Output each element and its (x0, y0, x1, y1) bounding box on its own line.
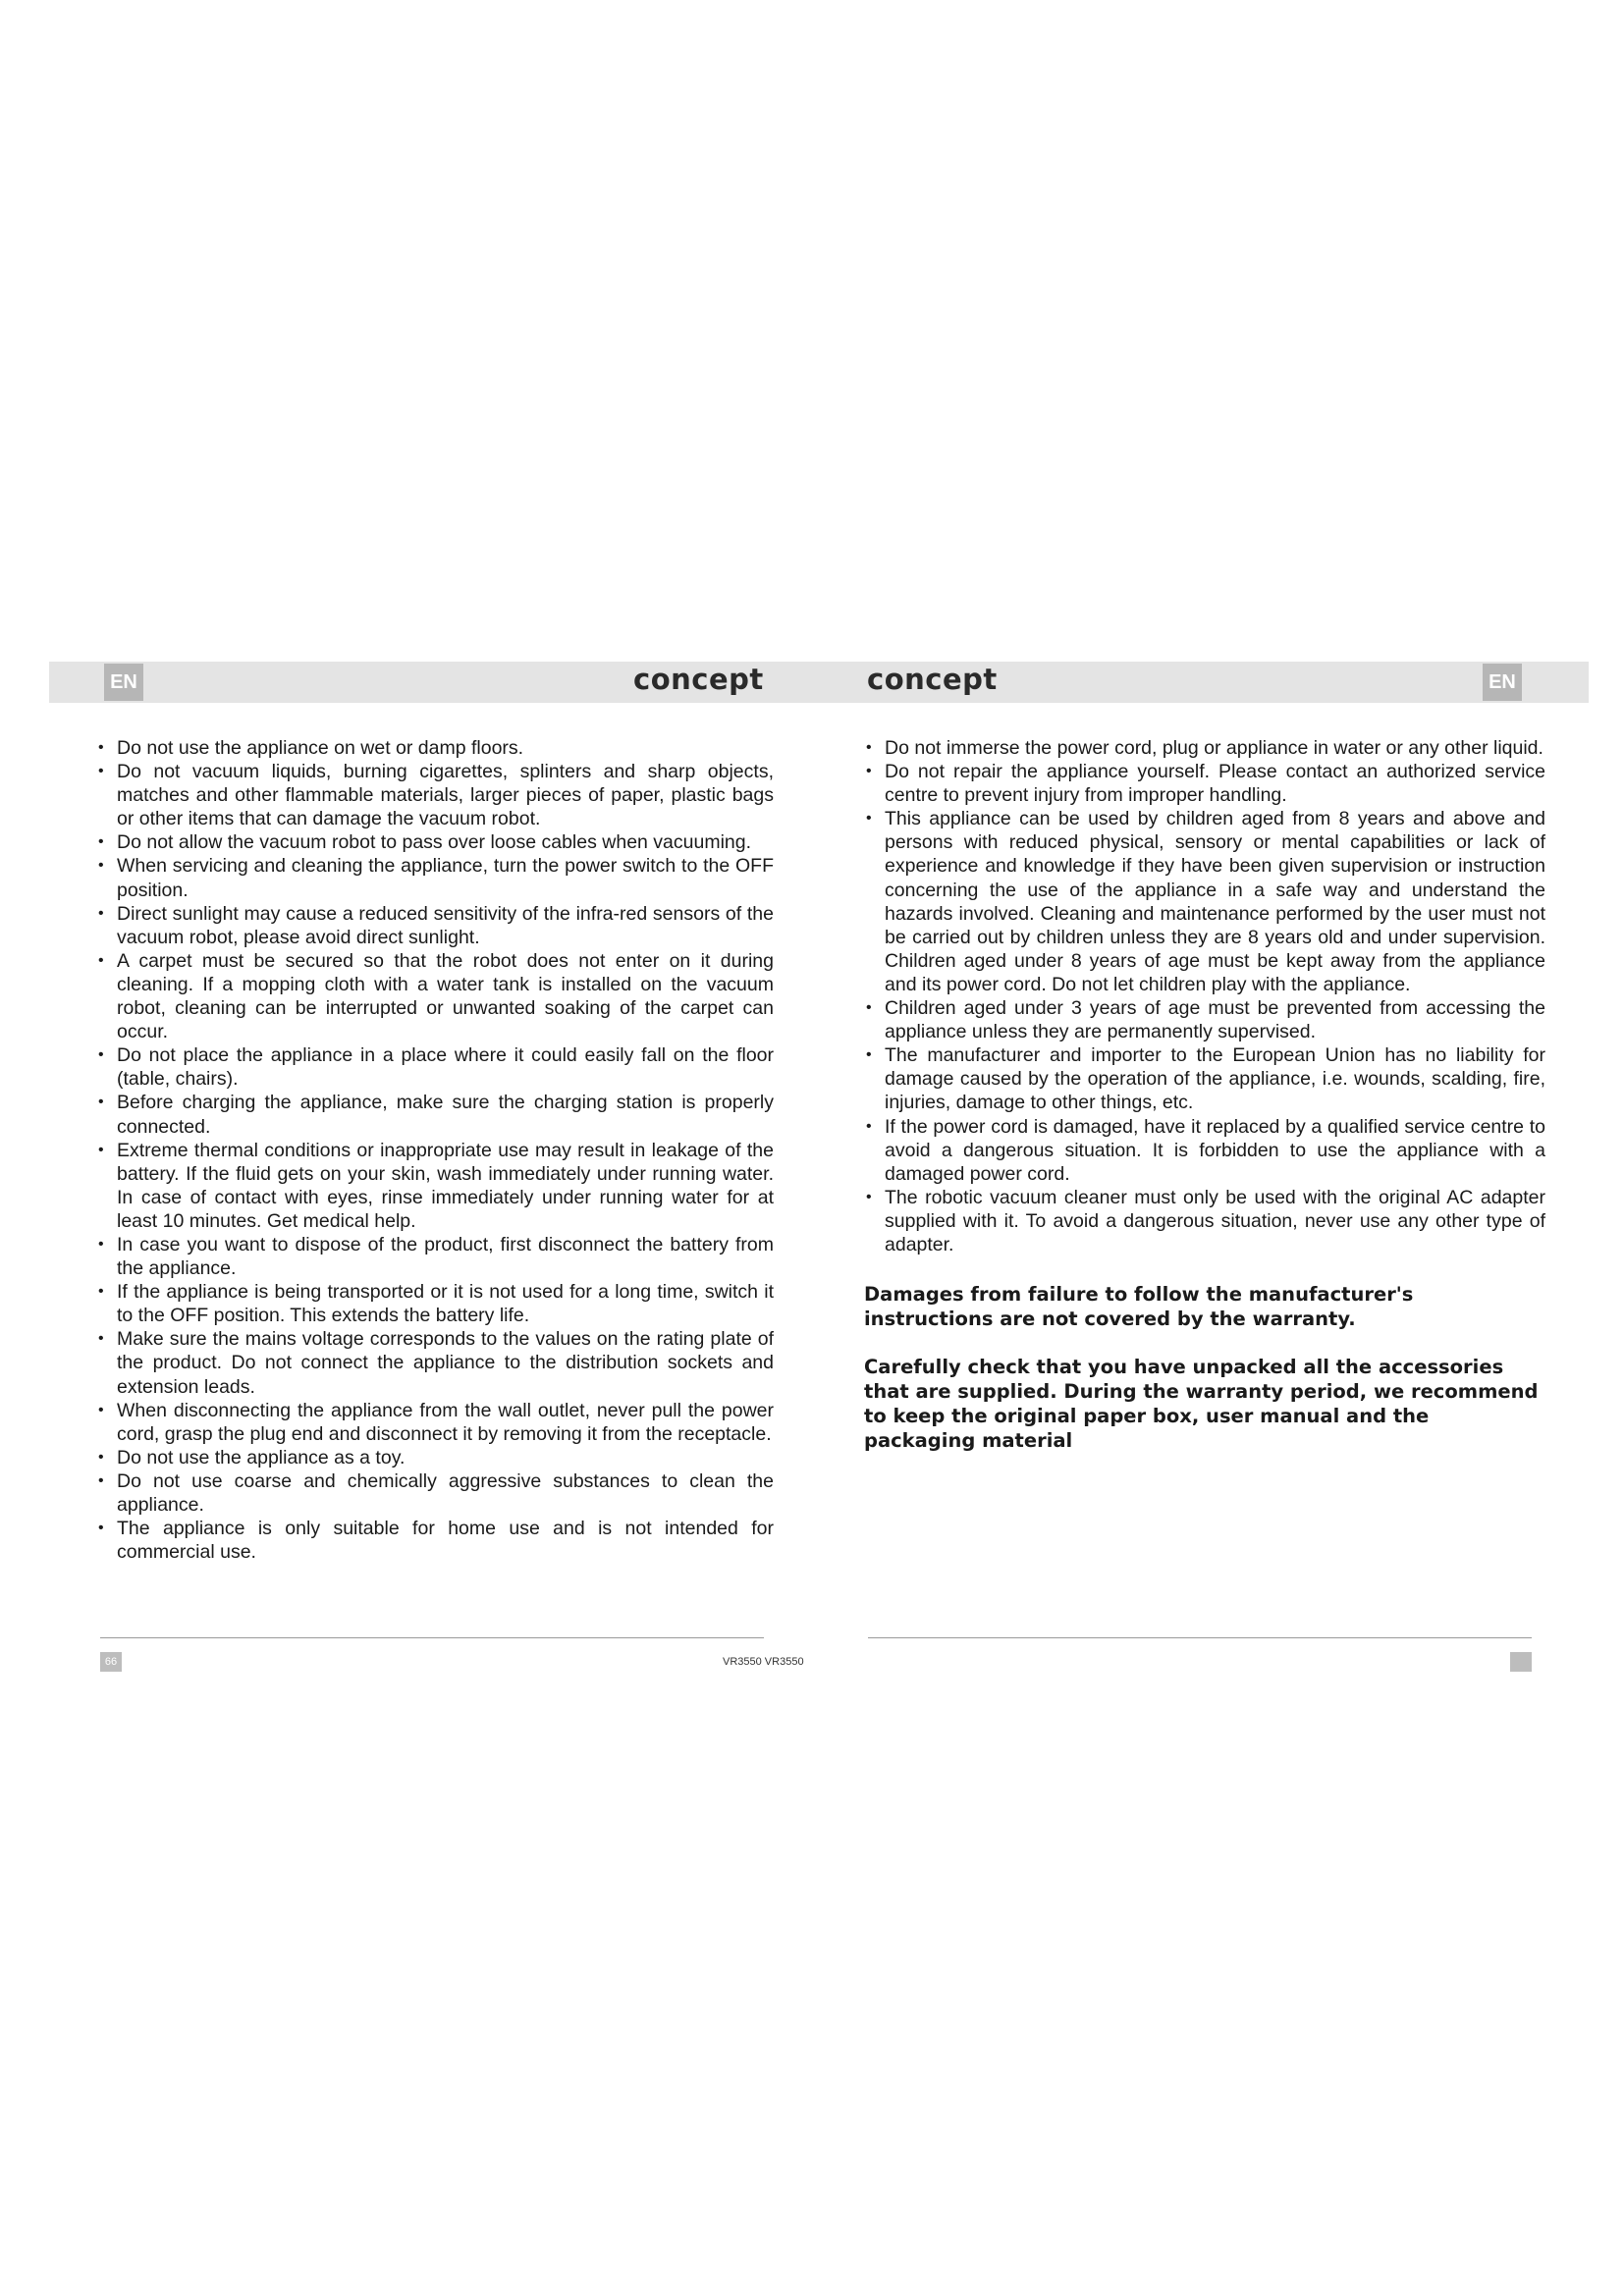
list-item: • Children aged under 3 years of age must be prevented from accessing the appliance unless they are permanently supervised. (864, 996, 1545, 1043)
page-number-badge-right (1510, 1652, 1532, 1672)
safety-list-left (96, 736, 774, 1564)
list-item: • Before charging the appliance, make sure the charging station is properly connected. (96, 1091, 774, 1138)
list-item: • The robotic vacuum cleaner must only be used with the original AC adapter supplied with it. To avoid a dangerous situation, never use any other type of adapter. (864, 1186, 1545, 1256)
footer-divider-left (100, 1637, 764, 1638)
footer-divider-right (868, 1637, 1532, 1638)
list-item: • Do not allow the vacuum robot to pass over loose cables when vacuuming. (96, 830, 774, 854)
list-item: • Extreme thermal conditions or inappropriate use may result in leakage of the battery. If the fluid gets on your skin, wash immediately under running water. In case of contact with eyes, rinse immediately under running water for at least 10 minutes. Get medical help. (96, 1139, 774, 1233)
list-item: • Do not use coarse and chemically aggressive substances to clean the appliance. (96, 1469, 774, 1517)
list-item: • A carpet must be secured so that the robot does not enter on it during cleaning. If a mopping cloth with a water tank is installed on the vacuum robot, cleaning can be interrupted or unwanted soaking of the carpet can occur. (96, 949, 774, 1043)
brand-logo-left: concept (633, 663, 764, 696)
list-item: • The appliance is only suitable for home use and is not intended for commercial use. (96, 1517, 774, 1564)
brand-logo-right: concept (867, 663, 998, 696)
unpacking-notice: Carefully check that you have unpacked all the accessories that are supplied. During the warranty period, we recommend to keep the original paper box, user manual and the packaging material (864, 1356, 1539, 1453)
warranty-notice: Damages from failure to follow the manufacturer's instructions are not covered by the warranty. (864, 1283, 1414, 1331)
language-badge-right: EN (1483, 664, 1522, 701)
language-badge-left: EN (104, 664, 143, 701)
safety-list-right (864, 736, 1545, 1256)
list-item: • The manufacturer and importer to the European Union has no liability for damage caused by the operation of the appliance, i.e. wounds, scalding, fire, injuries, damage to other things, etc. (864, 1043, 1545, 1114)
list-item: • Do not place the appliance in a place where it could easily fall on the floor (table, chairs). (96, 1043, 774, 1091)
list-item: • Make sure the mains voltage corresponds to the values on the rating plate of the product. Do not connect the appliance to the distribution sockets and extension leads. (96, 1327, 774, 1398)
list-item: • Do not repair the appliance yourself. Please contact an authorized service centre to prevent injury from improper handling. (864, 760, 1545, 807)
list-item: • Do not use the appliance as a toy. (96, 1446, 774, 1469)
list-item: • Do not immerse the power cord, plug or appliance in water or any other liquid. (864, 736, 1545, 760)
list-item: • Direct sunlight may cause a reduced sensitivity of the infra-red sensors of the vacuum robot, please avoid direct sunlight. (96, 902, 774, 949)
list-item: • If the appliance is being transported or it is not used for a long time, switch it to the OFF position. This extends the battery life. (96, 1280, 774, 1327)
right-column (864, 736, 1545, 1453)
page-number-badge: 66 (100, 1652, 122, 1672)
list-item: • When disconnecting the appliance from the wall outlet, never pull the power cord, grasp the plug end and disconnect it by removing it from the receptacle. (96, 1399, 774, 1446)
model-number: VR3550 VR3550 (723, 1656, 804, 1668)
list-item: • If the power cord is damaged, have it replaced by a qualified service centre to avoid a dangerous situation. It is forbidden to use the appliance with a damaged power cord. (864, 1115, 1545, 1186)
list-item: • Do not vacuum liquids, burning cigarettes, splinters and sharp objects, matches and other flammable materials, larger pieces of paper, plastic bags or other items that can damage the vacuum robot. (96, 760, 774, 830)
list-item: • This appliance can be used by children aged from 8 years and above and persons with reduced physical, sensory or mental capabilities or lack of experience and knowledge if they have been given supervision or instruction concerning the use of the appliance in a safe way and understand the hazards involved. Cleaning and maintenance performed by the user must not be carried out by children unless they are 8 years old and under supervision. Children aged under 8 years of age must be kept away from the appliance and its power cord. Do not let children play with the appliance. (864, 807, 1545, 996)
left-column (96, 736, 774, 1564)
list-item: • Do not use the appliance on wet or damp floors. (96, 736, 774, 760)
list-item: • When servicing and cleaning the appliance, turn the power switch to the OFF position. (96, 854, 774, 901)
list-item: • In case you want to dispose of the product, first disconnect the battery from the appliance. (96, 1233, 774, 1280)
header-band (49, 662, 1589, 703)
